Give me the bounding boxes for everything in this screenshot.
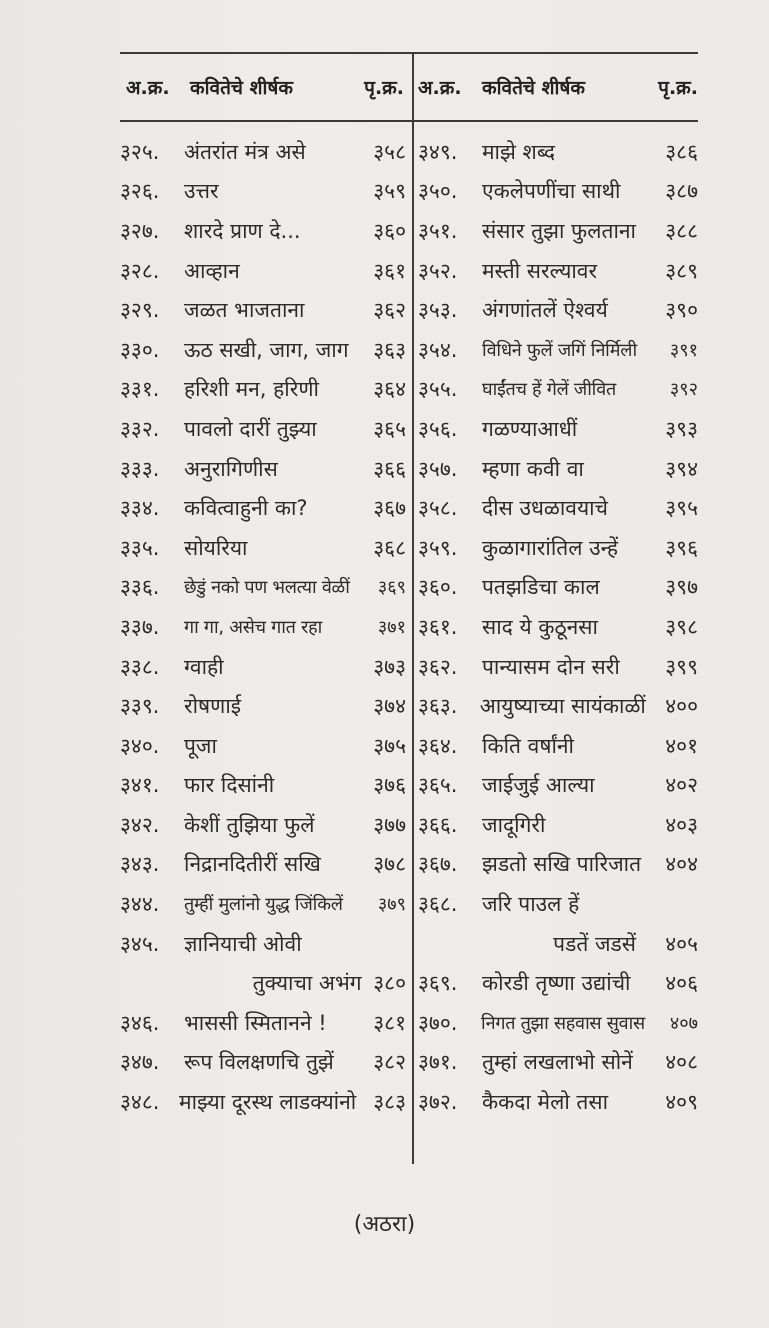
entry-number: ३५३. [418, 298, 458, 323]
entry-page: ४०१ [665, 733, 698, 758]
entry-page: ३८९ [665, 258, 698, 283]
entry-page: ३९१ [669, 339, 698, 361]
entry-number: ३३१. [120, 377, 160, 402]
header-page: पृ.क्र. [658, 77, 698, 99]
entry-page: ४०३ [665, 812, 698, 837]
table-row [120, 568, 698, 608]
entry-number: ३४७. [120, 1050, 160, 1075]
entry-page: ३७६ [373, 773, 406, 798]
toc-entry-left [120, 409, 412, 449]
entry-page: ३७७ [373, 812, 406, 837]
entry-title: जादूगिरी [482, 812, 546, 837]
entry-number: ३५५. [418, 377, 458, 402]
entry-number: ३५०. [418, 179, 458, 204]
toc-entry-right [414, 963, 698, 1003]
entry-title: छेडुं नको पण भलत्या वेळीं [184, 577, 350, 599]
toc-entry-left [120, 330, 412, 370]
toc-entry-left [120, 845, 412, 885]
entry-title: आयुष्याच्या सायंकाळीं [479, 694, 646, 719]
entry-title: कैकदा मेलो तसा [482, 1090, 609, 1115]
header-page: पृ.क्र. [364, 77, 404, 99]
toc-entry-left [120, 1003, 412, 1043]
entry-number: ३७२. [418, 1090, 458, 1115]
entry-number: ३५२. [418, 258, 458, 283]
toc-entry-right [414, 607, 698, 647]
entry-number: ३३९. [120, 694, 160, 719]
toc-entry-left [120, 488, 412, 528]
entry-title: जळत भाजताना [184, 298, 305, 323]
table-row [120, 449, 698, 489]
entry-page: ३९५ [665, 496, 698, 521]
entry-page: ३६८ [373, 535, 406, 560]
entry-number: ३३८. [120, 654, 160, 679]
entry-title: अंगणांतलें ऐश्वर्य [482, 298, 608, 323]
table-row [120, 805, 698, 845]
entry-title: निगत तुझा सहवास सुवास [481, 1012, 645, 1034]
toc-entry-right [414, 884, 698, 924]
toc-entry-right [414, 449, 698, 489]
entry-page: ४०९ [665, 1090, 698, 1115]
toc-entry-left [120, 449, 412, 489]
entry-page: ३६० [373, 218, 406, 243]
entry-title: विधिने फुलें जगिं निर्मिली [482, 339, 637, 361]
table-row [120, 172, 698, 212]
entry-title: शारदे प्राण दे... [184, 218, 301, 243]
entry-number: ३२७. [120, 218, 160, 243]
toc-entry-left [120, 766, 412, 806]
entry-number: ३६७. [418, 852, 458, 877]
entry-title: जाईजुई आल्या [482, 773, 595, 798]
toc-entry-right [414, 766, 698, 806]
entry-title: साद ये कुठूनसा [482, 614, 598, 639]
toc-entry-left [120, 211, 412, 251]
entry-page: ४०४ [665, 852, 698, 877]
entry-number: ३६३. [418, 694, 458, 719]
entry-page: ३९३ [665, 416, 698, 441]
entry-title: फार दिसांनी [184, 773, 275, 798]
entry-number: ३४१. [120, 773, 160, 798]
table-row [120, 528, 698, 568]
toc-entry-left [120, 568, 412, 608]
entry-page: ३९० [665, 298, 698, 323]
toc-entry-left [120, 290, 412, 330]
page-number: (अठरा) [353, 1212, 416, 1237]
entry-page: ३९९ [665, 654, 698, 679]
toc-entry-left [120, 607, 412, 647]
entry-page: ३६६ [373, 456, 406, 481]
toc-entry-right [414, 211, 698, 251]
table-row [120, 330, 698, 370]
entry-page: ३७३ [373, 654, 406, 679]
table-of-contents [120, 52, 698, 1122]
entry-number: ३४०. [120, 733, 160, 758]
entry-title: उत्तर [184, 179, 219, 204]
entry-number: ३४५. [120, 931, 160, 956]
entry-title: पान्यासम दोन सरी [482, 654, 620, 679]
toc-entry-right [414, 686, 698, 726]
toc-rows [120, 122, 698, 1122]
entry-number: ३४४. [120, 892, 160, 917]
toc-entry-left [120, 726, 412, 766]
entry-page: ३८२ [373, 1050, 406, 1075]
entry-number: ३६२. [418, 654, 458, 679]
entry-title: म्हणा कवी वा [482, 456, 584, 481]
entry-number: ३२८. [120, 258, 160, 283]
entry-page: ३८३ [373, 1090, 406, 1115]
toc-entry-right [414, 805, 698, 845]
entry-title: तुक्याचा अभंग [252, 971, 362, 996]
table-row [120, 211, 698, 251]
entry-page: ३६४ [373, 377, 406, 402]
toc-entry-right [414, 647, 698, 687]
toc-entry-left [120, 924, 412, 964]
entry-title: तुम्हीं मुलांनो युद्ध जिंकिलें [184, 894, 343, 916]
toc-entry-right [414, 330, 698, 370]
entry-page: ३७८ [373, 852, 406, 877]
table-row [120, 370, 698, 410]
entry-title: रूप विलक्षणचि तुझें [184, 1050, 334, 1075]
entry-page: ३७१ [377, 616, 406, 638]
toc-entry-right [414, 528, 698, 568]
table-row [120, 963, 698, 1003]
entry-number: ३६४. [418, 733, 458, 758]
entry-title: गा गा, असेच गात रहा [184, 616, 322, 638]
entry-page: ३९२ [669, 379, 698, 401]
toc-entry-right [414, 1082, 698, 1122]
entry-page: ४०७ [669, 1012, 698, 1034]
toc-entry-left [120, 884, 412, 924]
toc-entry-right [414, 568, 698, 608]
toc-entry-right [414, 409, 698, 449]
entry-number: ३५६. [418, 416, 458, 441]
entry-title: माझ्या दूरस्थ लाडक्यांनो [179, 1090, 357, 1115]
entry-title: निद्रानदितीरीं सखि [184, 852, 321, 877]
entry-title: कवित्वाहुनी का? [184, 496, 308, 521]
toc-entry-left [120, 528, 412, 568]
entry-title: आव्हान [184, 258, 240, 283]
table-row [120, 924, 698, 964]
entry-number: ३६०. [418, 575, 458, 600]
table-row [120, 884, 698, 924]
entry-title: केशीं तुझिया फुलें [184, 812, 315, 837]
entry-title: अनुरागिणीस [184, 456, 278, 481]
toc-entry-right [414, 1003, 698, 1043]
table-row [120, 1043, 698, 1083]
entry-title: किति वर्षांनी [482, 733, 574, 758]
toc-entry-right [414, 290, 698, 330]
entry-number: ३४९. [418, 139, 458, 164]
entry-title: जरि पाउल हें [482, 892, 580, 917]
entry-title: पावलो दारीं तुझ्या [184, 416, 317, 441]
entry-number: ३३७. [120, 614, 160, 639]
entry-page: ३७५ [373, 733, 406, 758]
table-row [120, 845, 698, 885]
table-row [120, 409, 698, 449]
toc-entry-left [120, 370, 412, 410]
header-number: अ.क्र. [418, 77, 462, 99]
entry-page: ३६२ [373, 298, 406, 323]
entry-page: ३८८ [665, 218, 698, 243]
entry-page: ३६१ [373, 258, 406, 283]
entry-number: ३६१. [418, 614, 458, 639]
entry-number: ३५१. [418, 218, 458, 243]
entry-title: ज्ञानियाची ओवी [184, 931, 302, 956]
entry-page: ३९६ [665, 535, 698, 560]
entry-number: ३२९. [120, 298, 160, 323]
entry-number: ३२६. [120, 179, 160, 204]
entry-title: हरिशी मन, हरिणी [184, 377, 319, 402]
entry-title: तुम्हां लखलाभो सोनें [482, 1050, 633, 1075]
header-title: कवितेचे शीर्षक [482, 77, 586, 99]
header-title: कवितेचे शीर्षक [190, 77, 294, 99]
toc-entry-right [414, 172, 698, 212]
toc-entry-left [120, 132, 412, 172]
entry-title: माझे शब्द [482, 139, 555, 164]
header-number: अ.क्र. [126, 77, 170, 99]
entry-title: पूजा [184, 733, 217, 758]
entry-title: ऊठ सखी, जाग, जाग [184, 337, 349, 362]
entry-number: ३४८. [120, 1090, 160, 1115]
entry-title: घाईंतच हें गेलें जीवित [482, 379, 616, 401]
entry-title: एकलेपणींचा साथी [482, 179, 621, 204]
toc-entry-right [414, 924, 698, 964]
entry-number: ३५४. [418, 337, 458, 362]
table-row [120, 251, 698, 291]
toc-entry-right [414, 1043, 698, 1083]
table-row [120, 766, 698, 806]
header-right [414, 74, 698, 100]
entry-number: ३३४. [120, 496, 160, 521]
toc-entry-right [414, 251, 698, 291]
entry-page: ३९४ [665, 456, 698, 481]
entry-number: ३४३. [120, 852, 160, 877]
entry-page: ४०२ [665, 773, 698, 798]
entry-title: दीस उधळावयाचे [482, 496, 608, 521]
entry-number: ३७१. [418, 1050, 458, 1075]
entry-page: ३६३ [373, 337, 406, 362]
entry-title: अंतरांत मंत्र असे [184, 139, 306, 164]
toc-entry-left [120, 963, 412, 1003]
entry-page: ३५८ [373, 139, 406, 164]
entry-title: संसार तुझा फुलताना [482, 218, 636, 243]
entry-page: ३८७ [665, 179, 698, 204]
entry-number: ३५८. [418, 496, 458, 521]
table-row [120, 488, 698, 528]
entry-title: मस्ती सरल्यावर [482, 258, 598, 283]
toc-entry-left [120, 1082, 412, 1122]
entry-page: ४०६ [665, 971, 698, 996]
toc-entry-left [120, 805, 412, 845]
table-header [120, 54, 698, 120]
entry-number: ३३५. [120, 535, 160, 560]
entry-page: ३८१ [373, 1010, 406, 1035]
entry-title: पतझडिचा काल [482, 575, 600, 600]
entry-page: ३५९ [373, 179, 406, 204]
entry-page: ४०० [665, 694, 698, 719]
entry-title: रोषणाई [184, 694, 242, 719]
entry-number: ३३३. [120, 456, 160, 481]
entry-page: ४०८ [665, 1050, 698, 1075]
toc-entry-left [120, 686, 412, 726]
entry-page: ४०५ [665, 931, 698, 956]
entry-number: ३७०. [418, 1010, 458, 1035]
entry-number: ३६६. [418, 812, 458, 837]
entry-page: ३६९ [377, 577, 406, 599]
table-row [120, 647, 698, 687]
table-row [120, 132, 698, 172]
entry-number: ३६५. [418, 773, 458, 798]
entry-page: ३६७ [373, 496, 406, 521]
entry-number: ३५७. [418, 456, 458, 481]
toc-entry-right [414, 132, 698, 172]
entry-page: ३९८ [665, 614, 698, 639]
entry-title: गळण्याआधीं [482, 416, 578, 441]
table-row [120, 1003, 698, 1043]
entry-number: ३४२. [120, 812, 160, 837]
entry-title: झडतो सखि पारिजात [482, 852, 642, 877]
toc-entry-right [414, 370, 698, 410]
table-row [120, 1082, 698, 1122]
entry-title: सोयरिया [184, 535, 248, 560]
toc-entry-right [414, 488, 698, 528]
entry-number: ३६८. [418, 892, 458, 917]
entry-title: भाससी स्मितानने ! [184, 1010, 327, 1035]
entry-number: ३३०. [120, 337, 160, 362]
entry-number: ३६९. [418, 971, 458, 996]
toc-entry-left [120, 172, 412, 212]
entry-number: ३२५. [120, 139, 160, 164]
header-left [120, 74, 412, 100]
entry-title: कोरडी तृष्णा उद्यांची [482, 971, 631, 996]
entry-number: ३३६. [120, 575, 160, 600]
toc-entry-right [414, 726, 698, 766]
entry-title: पडतें जडसें [553, 931, 636, 956]
table-row [120, 290, 698, 330]
entry-title: कुळागारांतिल उन्हें [482, 535, 619, 560]
entry-page: ३६५ [373, 416, 406, 441]
entry-number: ३४६. [120, 1010, 160, 1035]
table-row [120, 726, 698, 766]
toc-entry-left [120, 647, 412, 687]
table-row [120, 607, 698, 647]
table-row [120, 686, 698, 726]
entry-number: ३३२. [120, 416, 160, 441]
entry-title: ग्वाही [184, 654, 224, 679]
entry-page: ३७४ [373, 694, 406, 719]
toc-entry-left [120, 251, 412, 291]
toc-entry-right [414, 845, 698, 885]
entry-number: ३५९. [418, 535, 458, 560]
entry-page: ३९७ [665, 575, 698, 600]
entry-page: ३८६ [665, 139, 698, 164]
toc-entry-left [120, 1043, 412, 1083]
entry-page: ३७९ [377, 894, 406, 916]
entry-page: ३८० [373, 971, 406, 996]
